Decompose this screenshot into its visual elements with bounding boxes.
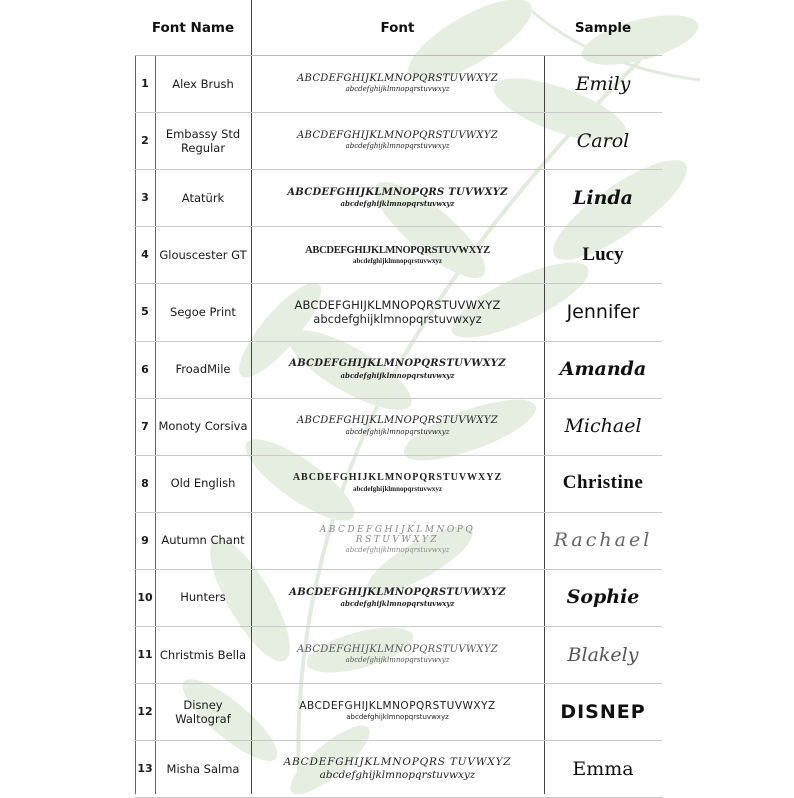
uppercase-alphabet: ABCDEFGHIJKLMNOPQRSTUVWXYZ: [289, 358, 506, 370]
font-name: Segoe Print: [170, 304, 236, 319]
sample-text: Jennifer: [566, 300, 640, 323]
sample-text: Amanda: [559, 358, 647, 381]
row-number: 12: [137, 705, 153, 719]
lowercase-alphabet: abcdefghijklmnopqrstuvwxyz: [345, 85, 450, 94]
font-name: Alex Brush: [172, 76, 234, 91]
font-name: Monoty Corsiva: [158, 419, 248, 434]
sample-text: Lucy: [582, 243, 624, 265]
header-font: Font: [380, 19, 415, 36]
sample-text: Blakely: [567, 643, 639, 666]
sample-text: Emma: [572, 757, 634, 780]
lowercase-alphabet: abcdefghijklmnopqrstuvwxyz: [313, 311, 482, 326]
sample-name: [544, 455, 662, 512]
lowercase-alphabet: abcdefghijklmnopqrstuvwxyz: [345, 546, 450, 555]
row-number: 8: [141, 476, 149, 490]
sample-name: [544, 226, 662, 283]
lowercase-alphabet: abcdefghijklmnopqrstuvwxyz: [346, 713, 449, 722]
font-row: [135, 512, 662, 569]
font-alphabet: [251, 626, 544, 683]
uppercase-alphabet: ABCDEFGHIJKLMNOPQRSTUVWXYZ: [305, 244, 490, 256]
uppercase-alphabet: ABCDEFGHIJKLMNOPQRSTUVWXYZ: [299, 700, 496, 713]
lowercase-alphabet: abcdefghijklmnopqrstuvwxyz: [340, 199, 455, 209]
uppercase-alphabet: ABCDEFGHIJKLMNOPQRSTUVWXYZ: [296, 415, 498, 427]
font-alphabet: [251, 341, 544, 398]
font-alphabet: [251, 683, 544, 740]
sample-name: [544, 169, 662, 226]
row-number: 2: [141, 134, 149, 148]
lowercase-alphabet: abcdefghijklmnopqrstuvwxyz: [340, 599, 455, 609]
font-alphabet: [251, 283, 544, 340]
sample-text: Linda: [573, 186, 633, 209]
font-row: [135, 626, 662, 683]
lowercase-alphabet: abcdefghijklmnopqrstuvwxyz: [352, 484, 443, 493]
font-row: [135, 112, 662, 169]
uppercase-alphabet: ABCDEFGHIJKLMNOPQRSTUVWXYZ: [292, 472, 503, 484]
font-row: [135, 569, 662, 626]
sample-name: [544, 283, 662, 340]
font-row: [135, 740, 662, 797]
font-row: [135, 226, 662, 283]
row-number: 7: [141, 419, 149, 433]
row-number: 4: [141, 248, 149, 262]
font-alphabet: [251, 455, 544, 512]
uppercase-alphabet: ABCDEFGHIJKLMNOPQ: [319, 525, 476, 536]
row-number: 13: [137, 762, 153, 776]
lowercase-alphabet: abcdefghijklmnopqrstuvwxyz: [319, 768, 476, 781]
font-name: Embassy Std Regular: [165, 126, 241, 155]
uppercase-alphabet: ABCDEFGHIJKLMNOPQRSTUVWXYZ: [294, 297, 501, 312]
uppercase-alphabet: ABCDEFGHIJKLMNOPQRS TUVWXYZ: [287, 186, 508, 198]
sample-name: [544, 112, 662, 169]
font-row: [135, 169, 662, 226]
lowercase-alphabet: abcdefghijklmnopqrstuvwxyz: [340, 370, 455, 380]
sample-name: [544, 626, 662, 683]
sample-name: [544, 398, 662, 455]
font-name: Autumn Chant: [161, 533, 245, 548]
font-name: Atatürk: [181, 190, 225, 205]
font-row: [135, 398, 662, 455]
font-name: FroadMile: [175, 362, 231, 377]
header-font-name: Font Name: [151, 19, 235, 36]
font-alphabet: [251, 398, 544, 455]
sample-text: Carol: [576, 129, 630, 152]
font-name: Hunters: [180, 590, 226, 605]
uppercase-alphabet: ABCDEFGHIJKLMNOPQRSTUVWXYZ: [296, 129, 498, 141]
header-sample: Sample: [574, 19, 632, 36]
font-alphabet: [251, 55, 544, 112]
row-number: 9: [141, 533, 149, 547]
font-name: Old English: [170, 476, 236, 491]
sample-name: [544, 341, 662, 398]
sample-text: Sophie: [566, 586, 640, 609]
uppercase-alphabet: ABCDEFGHIJKLMNOPQRSTUVWXYZ: [296, 72, 498, 84]
row-number: 3: [141, 191, 149, 205]
font-alphabet: [251, 169, 544, 226]
row-number: 10: [137, 590, 153, 604]
uppercase-alphabet: ABCDEFGHIJKLMNOPQRS TUVWXYZ: [283, 755, 512, 768]
row-number: 5: [141, 305, 149, 319]
font-alphabet: [251, 112, 544, 169]
sample-text: Christine: [562, 472, 644, 494]
font-row: [135, 283, 662, 340]
row-number: 11: [137, 648, 153, 662]
font-row: [135, 455, 662, 512]
font-row: [135, 55, 662, 112]
sample-text: Rachael: [553, 529, 653, 552]
lowercase-alphabet: abcdefghijklmnopqrstuvwxyz: [352, 256, 443, 265]
row-number: 6: [141, 362, 149, 376]
sample-text: Emily: [575, 72, 631, 95]
sample-name: [544, 55, 662, 112]
font-alphabet: [251, 226, 544, 283]
font-alphabet: [251, 740, 544, 797]
font-alphabet: [251, 569, 544, 626]
sample-name: [544, 569, 662, 626]
font-name: Disney Waltograf: [175, 697, 231, 726]
uppercase-alphabet: ABCDEFGHIJKLMNOPQRSTUVWXYZ: [296, 643, 498, 655]
font-row: [135, 683, 662, 740]
sample-text: Michael: [564, 415, 642, 438]
font-alphabet: [251, 512, 544, 569]
lowercase-alphabet: abcdefghijklmnopqrstuvwxyz: [345, 142, 450, 151]
lowercase-alphabet: abcdefghijklmnopqrstuvwxyz: [345, 656, 450, 665]
sample-name: [544, 683, 662, 740]
sample-name: [544, 512, 662, 569]
font-name: Glouscester GT: [159, 247, 247, 262]
font-row: [135, 341, 662, 398]
uppercase-alphabet: ABCDEFGHIJKLMNOPQRSTUVWXYZ: [289, 586, 506, 598]
sample-text: DISNEP: [560, 700, 646, 723]
row-number: 1: [141, 77, 149, 91]
font-name: Misha Salma: [166, 761, 240, 776]
lowercase-alphabet: abcdefghijklmnopqrstuvwxyz: [345, 427, 450, 436]
font-name: Christmis Bella: [159, 647, 247, 662]
uppercase-alphabet-continued: RSTUVWXYZ: [355, 534, 440, 545]
sample-name: [544, 740, 662, 797]
